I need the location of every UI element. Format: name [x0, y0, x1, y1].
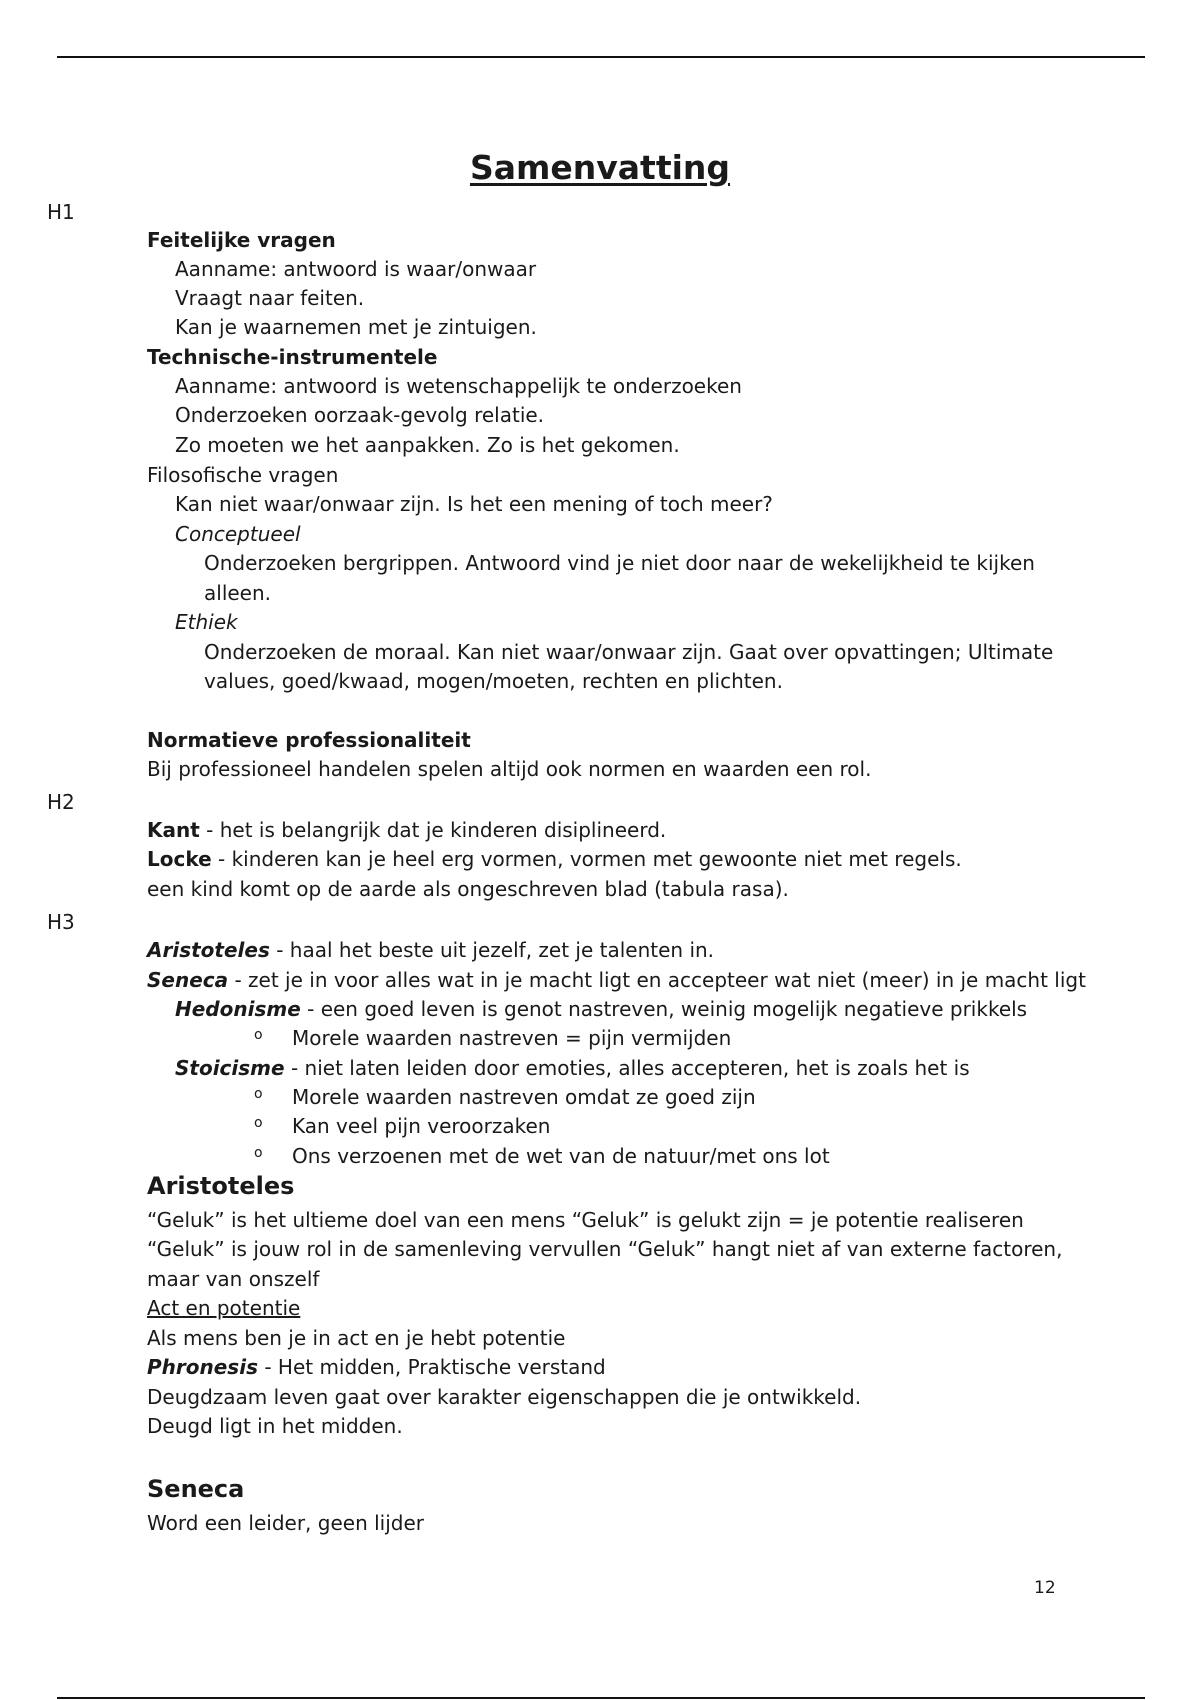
- hedonisme-text: - een goed leven is genot nastreven, weinig mogelijk negatieve prikkels: [300, 997, 1028, 1021]
- conceptueel-title: Conceptueel: [175, 522, 301, 546]
- aristoteles-line: [147, 936, 714, 964]
- heading-marker-h2: H2: [47, 790, 75, 814]
- phronesis-text: - Het midden, Praktische verstand: [257, 1355, 606, 1379]
- bullet-icon: o: [254, 1115, 263, 1131]
- stoicisme-line: [175, 1054, 970, 1082]
- top-rule: [57, 56, 1145, 58]
- stoicisme-bullet: Kan veel pijn veroorzaken: [292, 1114, 551, 1138]
- filosofisch-title: Filosofische vragen: [147, 463, 339, 487]
- bullet-icon: o: [254, 1027, 263, 1043]
- bottom-rule: [57, 1697, 1145, 1699]
- kant-name: Kant: [147, 818, 200, 842]
- seneca-text: - zet je in voor alles wat in je macht ligt en accepteer wat niet (meer) in je macht ligt: [228, 968, 1086, 992]
- seneca-line: [147, 966, 1086, 994]
- heading-marker-h1: H1: [47, 200, 75, 224]
- conceptueel-line: Onderzoeken bergrippen. Antwoord vind je niet door naar de wekelijkheid te kijken: [204, 551, 1035, 575]
- hedonisme-name: Hedonisme: [175, 997, 301, 1021]
- feitelijk-title: Feitelijke vragen: [147, 228, 336, 252]
- technisch-title: Technische-instrumentele: [147, 345, 438, 369]
- kant-line: [147, 816, 666, 844]
- deugd-line: Deugd ligt in het midden.: [147, 1414, 403, 1438]
- phronesis-line: [147, 1353, 606, 1381]
- hedonisme-line: [175, 995, 1027, 1023]
- stoicisme-name: Stoicisme: [175, 1056, 285, 1080]
- tabula-rasa-line: een kind komt op de aarde als ongeschreven blad (tabula rasa).: [147, 877, 789, 901]
- aristoteles-name: Aristoteles: [147, 938, 270, 962]
- seneca-text: Word een leider, geen lijder: [147, 1511, 424, 1535]
- ethiek-line: Onderzoeken de moraal. Kan niet waar/onwaar zijn. Gaat over opvattingen; Ultimate: [204, 640, 1054, 664]
- aristoteles-line: “Geluk” is het ultieme doel van een mens “Geluk” is gelukt zijn = je potentie realiseren: [147, 1208, 1024, 1232]
- filosofisch-intro: Kan niet waar/onwaar zijn. Is het een mening of toch meer?: [175, 492, 773, 516]
- stoicisme-bullet: Morele waarden nastreven omdat ze goed zijn: [292, 1085, 756, 1109]
- feitelijk-line: Aanname: antwoord is waar/onwaar: [175, 257, 537, 281]
- stoicisme-text: - niet laten leiden door emoties, alles accepteren, het is zoals het is: [284, 1056, 970, 1080]
- locke-line: [147, 845, 962, 873]
- feitelijk-line: Kan je waarnemen met je zintuigen.: [175, 315, 537, 339]
- seneca-name: Seneca: [147, 968, 229, 992]
- technisch-line: Aanname: antwoord is wetenschappelijk te onderzoeken: [175, 374, 742, 398]
- technisch-line: Zo moeten we het aanpakken. Zo is het gekomen.: [175, 433, 680, 457]
- phronesis-name: Phronesis: [147, 1355, 258, 1379]
- page-number: 12: [1034, 1578, 1056, 1598]
- locke-name: Locke: [147, 847, 212, 871]
- normatief-title: Normatieve professionaliteit: [147, 728, 471, 752]
- feitelijk-line: Vraagt naar feiten.: [175, 286, 365, 310]
- act-potentie-text: Als mens ben je in act en je hebt potentie: [147, 1326, 566, 1350]
- aristoteles-heading: Aristoteles: [147, 1172, 295, 1200]
- heading-marker-h3: H3: [47, 910, 75, 934]
- aristoteles-text: - haal het beste uit jezelf, zet je talenten in.: [269, 938, 715, 962]
- page-title: Samenvatting: [469, 148, 731, 187]
- hedonisme-bullet: Morele waarden nastreven = pijn vermijden: [292, 1026, 732, 1050]
- stoicisme-bullet: Ons verzoenen met de wet van de natuur/met ons lot: [292, 1144, 830, 1168]
- locke-text: - kinderen kan je heel erg vormen, vormen met gewoonte niet met regels.: [211, 847, 962, 871]
- act-potentie-heading: Act en potentie: [147, 1296, 301, 1320]
- deugd-line: Deugdzaam leven gaat over karakter eigenschappen die je ontwikkeld.: [147, 1385, 862, 1409]
- ethiek-line: values, goed/kwaad, mogen/moeten, rechten en plichten.: [204, 669, 783, 693]
- aristoteles-line: maar van onszelf: [147, 1267, 320, 1291]
- normatief-text: Bij professioneel handelen spelen altijd ook normen en waarden een rol.: [147, 757, 872, 781]
- seneca-heading: Seneca: [147, 1475, 245, 1503]
- technisch-line: Onderzoeken oorzaak-gevolg relatie.: [175, 403, 545, 427]
- bullet-icon: o: [254, 1145, 263, 1161]
- bullet-icon: o: [254, 1086, 263, 1102]
- kant-text: - het is belangrijk dat je kinderen disiplineerd.: [199, 818, 667, 842]
- ethiek-title: Ethiek: [175, 610, 238, 634]
- aristoteles-line: “Geluk” is jouw rol in de samenleving vervullen “Geluk” hangt niet af van externe factoren,: [147, 1237, 1063, 1261]
- conceptueel-line: alleen.: [204, 581, 272, 605]
